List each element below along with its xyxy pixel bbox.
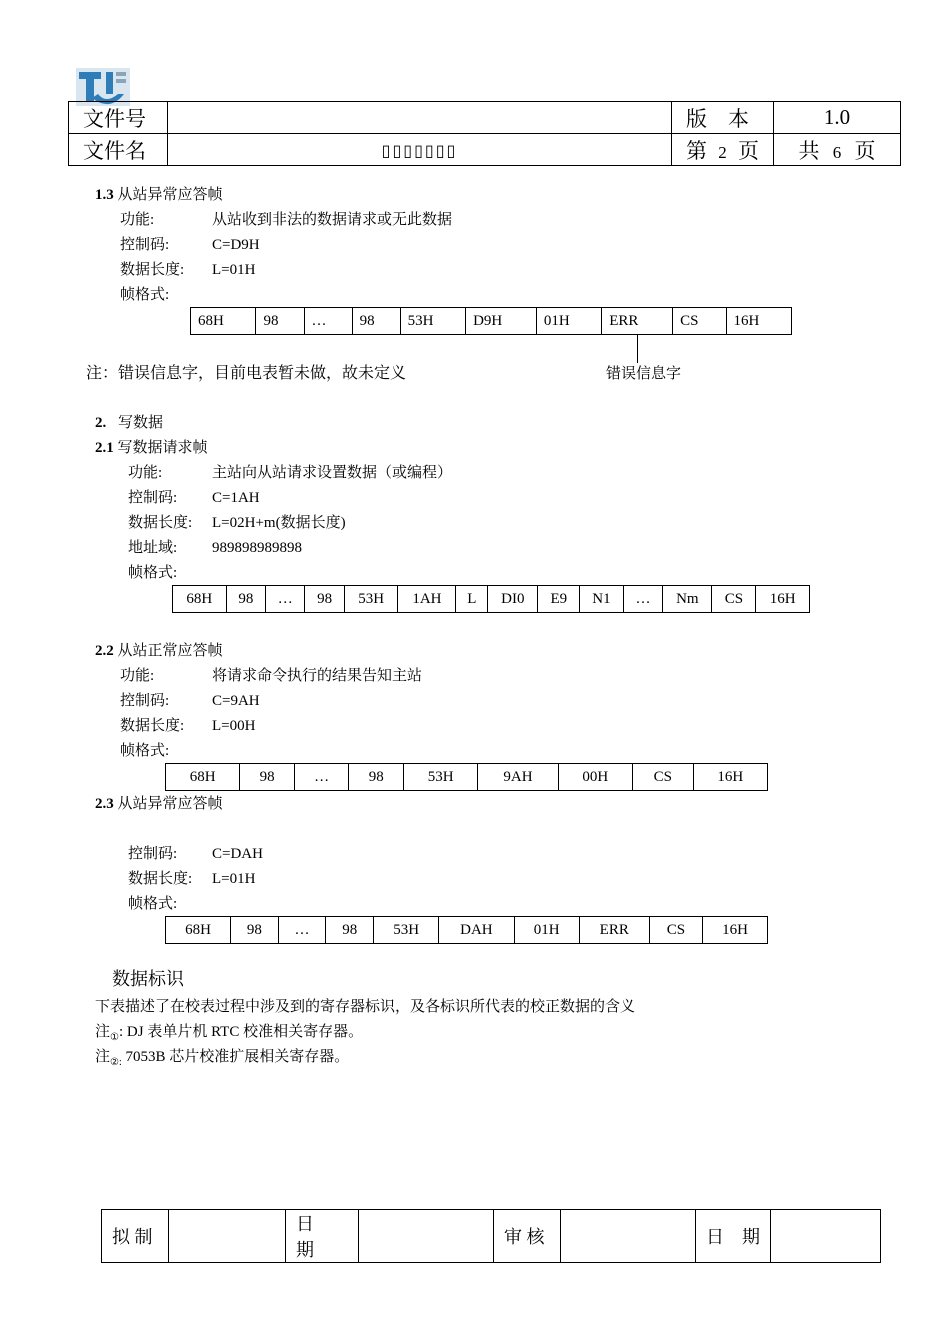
total-pages-cell: 共 6 页 bbox=[774, 134, 901, 166]
file-name-value bbox=[168, 134, 672, 166]
file-name-garbled-glyphs: ▯▯▯▯▯▯▯ bbox=[381, 143, 458, 160]
sec13-func-value: 从站收到非法的数据请求或无此数据 bbox=[212, 212, 453, 228]
frame-cell: 16H bbox=[693, 764, 767, 791]
section-2-1-heading: 2.1 写数据请求帧 bbox=[95, 440, 208, 456]
frame-cell: 68H bbox=[191, 308, 256, 335]
sec21-addr-label: 地址域: bbox=[128, 540, 178, 556]
frame-cell: D9H bbox=[466, 308, 537, 335]
sec22-frame-table bbox=[165, 763, 768, 791]
frame-cell: 16H bbox=[702, 917, 767, 944]
frame-cell: 98 bbox=[349, 764, 404, 791]
date-label-1: 日 期 bbox=[286, 1210, 359, 1263]
frame-cell: 98 bbox=[326, 917, 374, 944]
frame-cell: Nm bbox=[663, 586, 712, 613]
frame-cell: 53H bbox=[403, 764, 477, 791]
sec21-ctrl-label: 控制码: bbox=[128, 490, 178, 506]
sec13-frame-table bbox=[190, 307, 792, 335]
total-pages: 6 bbox=[832, 142, 842, 162]
section-2-2-heading: 2.2 从站正常应答帧 bbox=[95, 643, 223, 659]
draft-value bbox=[169, 1210, 286, 1263]
sec23-ctrl-value: C=DAH bbox=[212, 846, 263, 862]
file-no-value bbox=[168, 102, 672, 134]
frame-cell: 53H bbox=[344, 586, 398, 613]
date-value-1 bbox=[359, 1210, 494, 1263]
date-value-2 bbox=[771, 1210, 881, 1263]
data-id-title: 数据标识 bbox=[112, 969, 184, 989]
sec13-func-label: 功能: bbox=[120, 212, 155, 228]
sec21-ctrl-value: C=1AH bbox=[212, 490, 260, 506]
section-2-heading: 2. 写数据 bbox=[95, 415, 164, 431]
frame-cell: 53H bbox=[400, 308, 465, 335]
sec22-ctrl-value: C=9AH bbox=[212, 693, 260, 709]
frame-cell: 16H bbox=[756, 586, 810, 613]
sec22-func-label: 功能: bbox=[120, 668, 155, 684]
sec22-ctrl-label: 控制码: bbox=[120, 693, 170, 709]
frame-cell: … bbox=[266, 586, 305, 613]
frame-cell: 9AH bbox=[478, 764, 558, 791]
frame-cell-err: ERR bbox=[602, 308, 673, 335]
frame-cell: 1AH bbox=[398, 586, 456, 613]
sec23-len-label: 数据长度: bbox=[128, 871, 193, 887]
frame-cell: … bbox=[294, 764, 349, 791]
frame-cell: 98 bbox=[230, 917, 278, 944]
section-2-3-heading: 2.3 从站异常应答帧 bbox=[95, 796, 223, 812]
sec13-frame-label: 帧格式: bbox=[120, 287, 170, 303]
review-value bbox=[561, 1210, 696, 1263]
frame-cell-err: ERR bbox=[579, 917, 649, 944]
frame-cell: 98 bbox=[256, 308, 304, 335]
frame-cell: 98 bbox=[226, 586, 265, 613]
frame-cell: 98 bbox=[352, 308, 400, 335]
frame-cell: 16H bbox=[726, 308, 792, 335]
frame-cell: 00H bbox=[558, 764, 632, 791]
page-current: 2 bbox=[718, 142, 727, 162]
sec22-len-value: L=00H bbox=[212, 718, 256, 734]
frame-cell: 68H bbox=[166, 764, 240, 791]
sec13-len-value: L=01H bbox=[212, 262, 256, 278]
frame-cell: N1 bbox=[580, 586, 624, 613]
frame-cell: L bbox=[456, 586, 488, 613]
frame-cell: … bbox=[278, 917, 326, 944]
frame-cell: CS bbox=[649, 917, 702, 944]
frame-cell: 01H bbox=[536, 308, 601, 335]
data-id-desc: 下表描述了在校表过程中涉及到的寄存器标识，及各标识所代表的校正数据的含义 bbox=[95, 999, 636, 1015]
sec23-ctrl-label: 控制码: bbox=[128, 846, 178, 862]
sec21-len-value: L=02H+m(数据长度) bbox=[212, 515, 346, 531]
sec13-len-label: 数据长度: bbox=[120, 262, 185, 278]
sec23-frame-table bbox=[165, 916, 768, 944]
signature-table bbox=[101, 1209, 881, 1263]
sec13-ctrl-value: C=D9H bbox=[212, 237, 260, 253]
frame-cell: E9 bbox=[538, 586, 580, 613]
document-header-table bbox=[68, 101, 901, 166]
callout-line bbox=[637, 335, 638, 363]
draft-label: 拟 制 bbox=[102, 1210, 169, 1263]
frame-cell: CS bbox=[632, 764, 693, 791]
sec22-len-label: 数据长度: bbox=[120, 718, 185, 734]
sec21-frame-table bbox=[172, 585, 810, 613]
sec23-frame-label: 帧格式: bbox=[128, 896, 178, 912]
frame-cell: CS bbox=[712, 586, 756, 613]
file-name-label: 文件名 bbox=[69, 134, 168, 166]
data-id-note-1: 注$_①$: DJ 表单片机 RTC 校准相关寄存器。 bbox=[95, 1024, 364, 1043]
data-id-note-2: 注$_{②:}$ 7053B 芯片校准扩展相关寄存器。 bbox=[95, 1049, 350, 1068]
review-label: 审 核 bbox=[494, 1210, 561, 1263]
frame-cell: 68H bbox=[173, 586, 227, 613]
frame-cell: 01H bbox=[514, 917, 579, 944]
sec23-len-value: L=01H bbox=[212, 871, 256, 887]
sec13-note: 注：错误信息字，目前电表暂未做，故未定义 bbox=[86, 365, 407, 382]
err-callout-label: 错误信息字 bbox=[606, 366, 682, 382]
sec22-func-value: 将请求命令执行的结果告知主站 bbox=[212, 668, 423, 684]
section-1-3-heading: 1.3 从站异常应答帧 bbox=[95, 187, 223, 203]
sec13-ctrl-label: 控制码: bbox=[120, 237, 170, 253]
frame-cell: DI0 bbox=[488, 586, 538, 613]
file-no-label: 文件号 bbox=[69, 102, 168, 134]
date-label-2: 日 期 bbox=[696, 1210, 771, 1263]
frame-cell: … bbox=[623, 586, 662, 613]
frame-cell: 98 bbox=[305, 586, 344, 613]
sec21-frame-label: 帧格式: bbox=[128, 565, 178, 581]
version-label: 版 本 bbox=[672, 102, 774, 134]
sec21-addr-value: 989898989898 bbox=[212, 540, 302, 556]
frame-cell: 53H bbox=[374, 917, 439, 944]
frame-cell: 98 bbox=[240, 764, 295, 791]
sec22-frame-label: 帧格式: bbox=[120, 743, 170, 759]
sec21-func-label: 功能: bbox=[128, 465, 163, 481]
sec21-len-label: 数据长度: bbox=[128, 515, 193, 531]
version-value: 1.0 bbox=[774, 102, 901, 134]
sec21-func-value: 主站向从站请求设置数据（或编程） bbox=[212, 465, 453, 481]
frame-cell: CS bbox=[673, 308, 726, 335]
frame-cell: … bbox=[304, 308, 352, 335]
page-number-cell: 第 2 页 bbox=[672, 134, 774, 166]
frame-cell: DAH bbox=[439, 917, 515, 944]
frame-cell: 68H bbox=[166, 917, 231, 944]
